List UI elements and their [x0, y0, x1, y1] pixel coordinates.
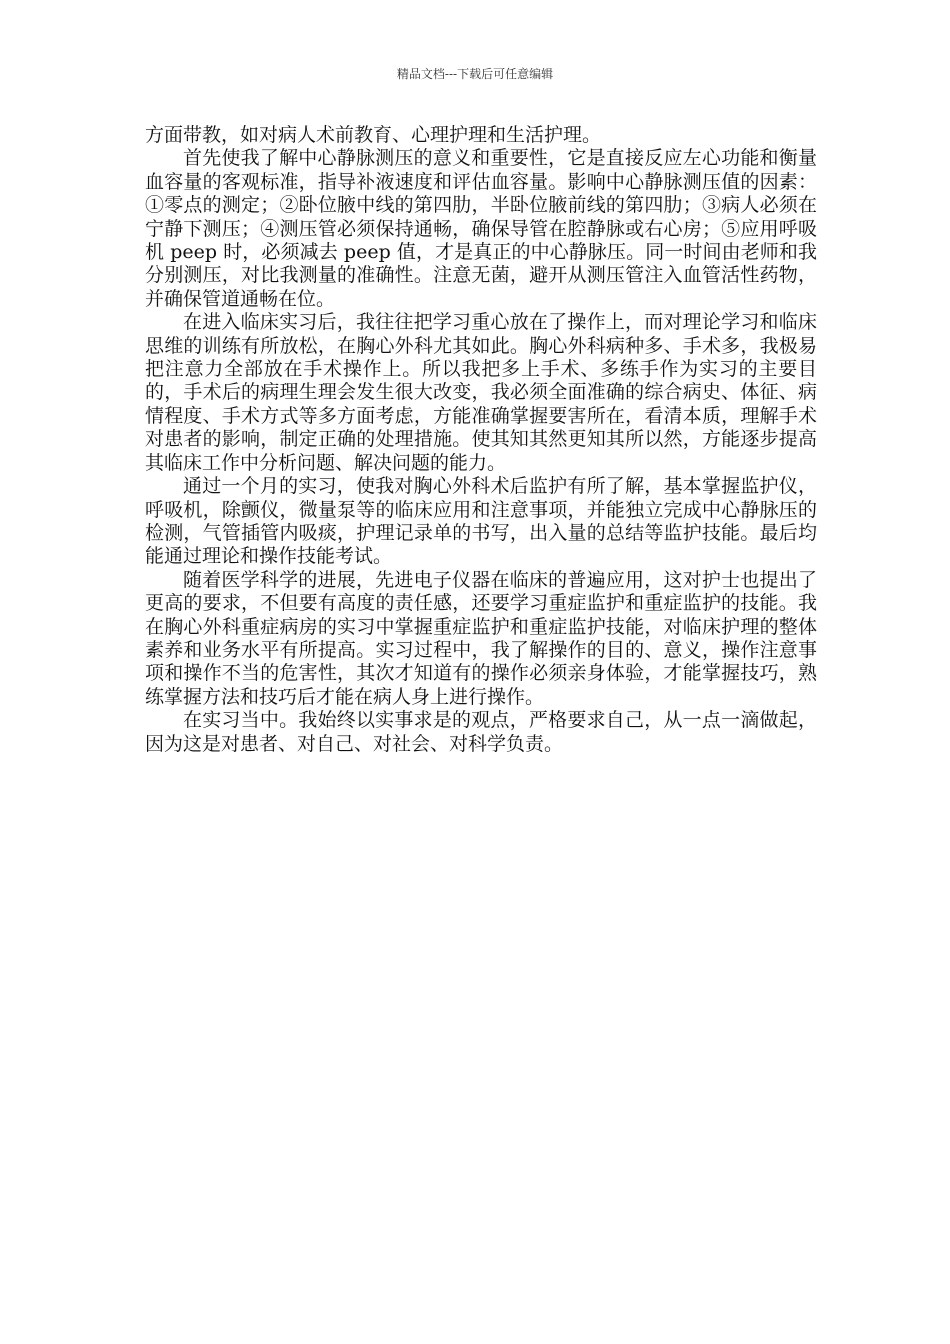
- paragraph-5: 随着医学科学的进展，先进电子仪器在临床的普遍应用，这对护士也提出了更高的要求，不但要有高度的责任感，还要学习重症监护和重症监护的技能。我在胸心外科重症病房的实习中掌握重症监护和重症监护技能，对临床护理的整体素养和业务水平有所提高。实习过程中，我了解操作的目的、意义，操作注意事项和操作不当的危害性，其次才知道有的操作必须亲身体验，才能掌握技巧，熟练掌握方法和技巧后才能在病人身上进行操作。: [145, 568, 817, 708]
- paragraph-2: 首先使我了解中心静脉测压的意义和重要性，它是直接反应左心功能和衡量血容量的客观标准，指导补液速度和评估血容量。影响中心静脉测压值的因素：①零点的测定；②卧位腋中线的第四肋，半卧位腋前线的第四肋；③病人必须在宁静下测压；④测压管必须保持通畅，确保导管在腔静脉或右心房；⑤应用呼吸机 peep 时，必须减去 peep 值，才是真正的中心静脉压。同一时间由老师和我分别测压，对比我测量的准确性。注意无菌，避开从测压管注入血管活性药物，并确保管道通畅在位。: [145, 147, 817, 310]
- paragraph-4: 通过一个月的实习，使我对胸心外科术后监护有所了解，基本掌握监护仪，呼吸机，除颤仪，微量泵等的临床应用和注意事项，并能独立完成中心静脉压的检测，气管插管内吸痰，护理记录单的书写，出入量的总结等监护技能。最后均能通过理论和操作技能考试。: [145, 475, 817, 568]
- page-header: 精品文档---下载后可任意编辑: [396, 67, 554, 81]
- paragraph-6: 在实习当中。我始终以实事求是的观点，严格要求自己，从一点一滴做起，因为这是对患者、对自己、对社会、对科学负责。: [145, 709, 817, 755]
- document-body: [145, 124, 817, 756]
- paragraph-3: 在进入临床实习后，我往往把学习重心放在了操作上，而对理论学习和临床思维的训练有所放松，在胸心外科尤其如此。胸心外科病种多、手术多，我极易把注意力全部放在手术操作上。所以我把多上手术、多练手作为实习的主要目的，手术后的病理生理会发生很大改变，我必须全面准确的综合病史、体征、病情程度、手术方式等多方面考虑，方能准确掌握要害所在，看清本质，理解手术对患者的影响，制定正确的处理措施。使其知其然更知其所以然，方能逐步提高其临床工作中分析问题、解决问题的能力。: [145, 311, 817, 474]
- paragraph-1: 方面带教，如对病人术前教育、心理护理和生活护理。: [145, 124, 602, 146]
